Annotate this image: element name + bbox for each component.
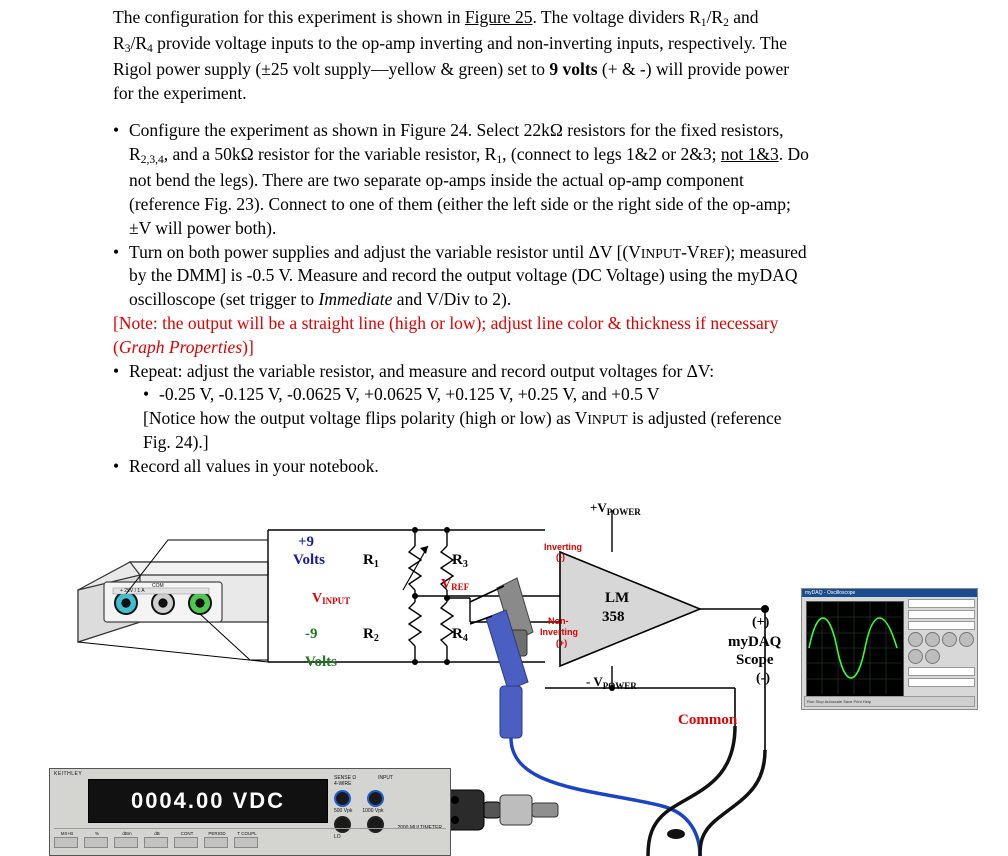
scope-waveform-display[interactable]	[806, 601, 904, 705]
opamp-name-line2: 358	[602, 609, 625, 625]
label-common: Common	[678, 712, 738, 728]
label-mydaq-minus: (-)	[756, 671, 770, 686]
nine-volts-bold: 9 volts	[549, 58, 598, 79]
label-noninverting-sign: (+)	[556, 638, 568, 648]
dmm-button-percent-label: %	[94, 831, 99, 836]
intro-pre-text: The configuration for this experiment is shown in	[113, 7, 465, 27]
note-line1: [Note: the output will be a straight line (high or low); adjust line color & thickness if necessary	[113, 312, 779, 333]
notice-block	[113, 407, 903, 455]
node-vinput	[412, 593, 418, 599]
bullet2-line1b: -V	[681, 241, 700, 262]
intro-line2: $R_3/R_4$ provide voltage inputs to the op-amp inverting and non-inverting inputs, respectively. The	[113, 32, 788, 56]
bullet2-line2: by the DMM] is -0.5 V. Measure and record the output voltage (DC Voltage) using the myDAQ	[129, 265, 798, 286]
vinput-sub: INPUT	[640, 245, 682, 261]
dmm-button-percent[interactable]	[84, 831, 110, 848]
label-r2: $R_2$	[363, 626, 379, 644]
scope-knob-level[interactable]	[908, 649, 923, 664]
scope-channel-1-field[interactable]	[908, 610, 975, 619]
paragraph-intro	[113, 6, 903, 105]
dmm-limit-1: 500 Vpk	[334, 808, 353, 814]
dmm-model-label: 2000 MULTIMETER	[397, 825, 442, 831]
dmm-key-percent[interactable]	[84, 837, 108, 848]
bullet1-line2: $R_{2,3,4}$	[129, 144, 164, 167]
scope-window-body	[802, 597, 977, 709]
bullet-record	[113, 455, 903, 479]
node-vref	[444, 595, 450, 601]
scope-window-title: myDAQ - Oscilloscope	[802, 589, 977, 597]
scope-knob-position[interactable]	[942, 632, 957, 647]
label-r3: $R_3$	[452, 552, 468, 570]
label-minus9-volts: Volts	[305, 654, 337, 670]
scope-measure-field[interactable]	[908, 667, 975, 676]
label-mydaq-1: myDAQ	[728, 634, 782, 650]
bullet1-line2b: , (connect to legs 1&2 or 2&3;	[502, 144, 721, 165]
bullet2-line1c: ); measured	[724, 241, 807, 262]
scope-knob-voltsdiv[interactable]	[908, 632, 923, 647]
bullet4-line1: Record all values in your notebook.	[129, 455, 379, 476]
label-noninverting-2: Inverting	[540, 627, 579, 637]
dmm-button-row	[54, 829, 446, 848]
dmm-jack-sense-hi[interactable]	[334, 790, 351, 807]
dmm-lo-label: LO	[334, 834, 341, 840]
mydaq-scope-window[interactable]	[801, 588, 978, 710]
intro-line4: for the experiment.	[113, 82, 247, 103]
dmm-button-tcoupl-label: T COUPL	[237, 831, 257, 836]
dmm-jack-input-hi[interactable]	[367, 790, 384, 807]
psu-label-plus25: + 25V / 1 A	[120, 588, 145, 594]
label-plus9: +9	[298, 534, 315, 550]
dmm-key-cont[interactable]	[174, 837, 198, 848]
scope-status-bar[interactable]: Run Stop Autoscale Save Print Help	[804, 696, 975, 707]
dmm-button-period-label: PERIOD	[208, 831, 226, 836]
label-inverting-sign: (-)	[556, 552, 565, 562]
dmm-key-db[interactable]	[144, 837, 168, 848]
label-vinput: VINPUT	[312, 591, 351, 606]
label-r4: $R_4$	[452, 626, 468, 644]
label-minus9: -9	[305, 626, 318, 642]
bullet-turn-on	[113, 241, 903, 312]
dmm-display	[88, 779, 328, 823]
bullet3-line1: Repeat: adjust the variable resistor, and measure and record output voltages for ΔV:	[129, 360, 715, 381]
scope-knob-coupling[interactable]	[925, 649, 940, 664]
dmm-key-mxb[interactable]	[54, 837, 78, 848]
black-cable	[648, 726, 735, 856]
label-noninverting-1: Non-	[548, 616, 569, 626]
immediate-italic: Immediate	[318, 289, 393, 310]
bullet1-r1: 1	[496, 154, 503, 167]
scope-knob-timediv[interactable]	[925, 632, 940, 647]
dmm-button-cont-label: CONT	[180, 831, 194, 836]
dmm-button-dbm[interactable]	[114, 831, 140, 848]
label-mydaq-plus: (+)	[752, 615, 770, 630]
label-mydaq-2: Scope	[736, 652, 774, 668]
notice-line1b: is adjusted (reference	[627, 408, 782, 429]
dmm-button-db[interactable]	[144, 831, 170, 848]
label-vpower-bottom: - $V_{POWER}$	[586, 674, 637, 691]
note-block	[113, 312, 903, 360]
scope-waveform-svg	[807, 602, 901, 694]
bullet2-line1a: Turn on both power supplies and adjust the variable resistor until ΔV [(V	[129, 241, 641, 262]
note-paren-open: (	[113, 336, 119, 357]
cable-tie	[667, 829, 685, 839]
dmm-key-period[interactable]	[204, 837, 228, 848]
dmm-button-dbm-label: dBm	[122, 831, 132, 836]
vref-sub: REF	[699, 245, 725, 261]
bullet2-line3b: and V/Div to 2).	[392, 289, 512, 310]
intro-line3b: (+ & -) will provide power	[597, 58, 790, 79]
bullet1-line1: Configure the experiment as shown in Figure 24. Select 22kΩ resistors for the fixed resistors,	[129, 120, 784, 141]
dmm-button-strip	[54, 828, 446, 851]
scope-knob-trigger[interactable]	[959, 632, 974, 647]
bullet-repeat	[113, 360, 903, 384]
power-supply-block	[78, 562, 268, 642]
figure-25-link[interactable]: Figure 25	[464, 7, 533, 27]
dmm-button-mxb-label: MX+B	[60, 831, 74, 836]
bullet2-line3a: oscilloscope (set trigger to	[129, 289, 319, 310]
dmm-key-tcoupl[interactable]	[234, 837, 258, 848]
dmm-key-dbm[interactable]	[114, 837, 138, 848]
bullet1-line2a: , and a 50kΩ resistor for the variable resistor, R	[163, 144, 497, 165]
bullet1-line4: (reference Fig. 23). Connect to one of them (either the left side or the right side of the op-amp;	[129, 193, 791, 214]
graph-properties-italic: Graph Properties	[118, 336, 243, 357]
intro-post-text: . The voltage dividers $R_1/R_2$ and	[532, 7, 759, 30]
notice-vinput-sub: INPUT	[587, 412, 628, 428]
scope-controls-panel[interactable]	[906, 597, 977, 709]
dmm-button-tcoupl[interactable]	[234, 831, 260, 848]
dmm-button-cont[interactable]	[174, 831, 200, 848]
subbullet-values	[113, 383, 903, 407]
keithley-dmm	[49, 768, 451, 856]
notice-line2: Fig. 24).]	[143, 431, 209, 452]
psu-label-com: COM	[152, 583, 164, 589]
dmm-sense-label-1: SENSE Ω	[334, 775, 357, 781]
bullet1-line5: ±V will power both).	[129, 217, 277, 238]
label-vref: VREF	[441, 577, 470, 592]
scope-channel-0-field[interactable]	[908, 599, 975, 608]
not-1and3-underline: not 1&3	[720, 144, 779, 165]
dmm-button-mxb[interactable]	[54, 831, 80, 848]
dmm-button-period[interactable]	[204, 831, 230, 848]
label-plus9-volts: Volts	[293, 552, 325, 568]
dmm-limit-2: 1000 Vpk	[362, 808, 384, 814]
label-vpower-top: $+V_{POWER}$	[590, 500, 641, 517]
intro-line3a: Rigol power supply (±25 volt supply—yellow & green) set to	[113, 58, 550, 79]
scope-cursor-field[interactable]	[908, 678, 975, 687]
label-r1: $R_1$	[363, 552, 379, 570]
dmm-button-db-label: dB	[154, 831, 160, 836]
scope-scale-field[interactable]	[908, 621, 975, 630]
instructions-text	[113, 6, 903, 479]
notice-line1a: [Notice how the output voltage flips polarity (high or low) as V	[143, 408, 588, 429]
note-paren-close: )]	[242, 336, 254, 357]
opamp-name-line1: LM	[605, 590, 630, 606]
dmm-brand-label: KEITHLEY	[54, 771, 83, 777]
bullet1-line2c: . Do	[778, 144, 809, 165]
black-cable-2	[700, 750, 765, 856]
dmm-input-label: INPUT	[378, 775, 394, 781]
dmm-sense-label-2: 4-WIRE	[334, 781, 352, 787]
dmm-reading-value: 0004.00 VDC	[130, 788, 286, 813]
bullet1-line3: not bend the legs). There are two separate op-amps inside the actual op-amp component	[129, 170, 744, 191]
label-inverting: Inverting	[544, 542, 583, 552]
delta-v-values: -0.25 V, -0.125 V, -0.0625 V, +0.0625 V, +0.125 V, +0.25 V, and +0.5 V	[159, 384, 660, 405]
scope-knob-row	[908, 632, 975, 664]
bullet-configure	[113, 119, 903, 240]
